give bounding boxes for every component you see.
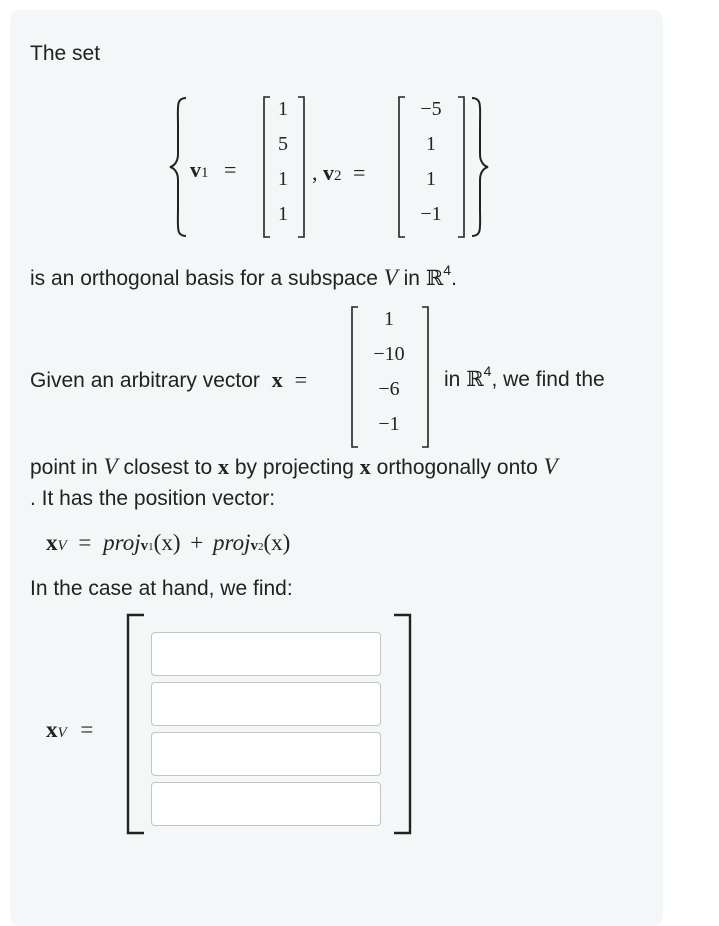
v1-entry: 1	[278, 168, 288, 190]
v2-label: , v2 =	[312, 160, 366, 185]
x-right-bracket	[420, 306, 430, 448]
answer-input-4[interactable]	[151, 782, 381, 826]
answer-left-bracket	[126, 614, 146, 834]
v1-entry: 1	[278, 203, 288, 225]
answer-input-1[interactable]	[151, 632, 381, 676]
v1-entry: 5	[278, 133, 288, 155]
x-entry: 1	[384, 308, 394, 330]
x-entry: −1	[378, 413, 400, 435]
projection-formula: xV = projv1(x) + projv2(x)	[46, 530, 291, 555]
v1-label: v1 =	[190, 157, 237, 182]
given-sentence-end: in ℝ$^4$, we find the	[444, 363, 605, 391]
v2-right-bracket	[456, 96, 466, 238]
left-curly-brace	[168, 96, 192, 238]
given-sentence: Given an arbitrary vector x =	[30, 367, 308, 392]
v2-vector	[406, 98, 456, 238]
v2-entry: −1	[420, 203, 442, 225]
x-entry: −10	[373, 343, 405, 365]
v2-entry: 1	[426, 133, 436, 155]
basis-sentence: is an orthogonal basis for a subspace V in ℝ$^4$.	[30, 262, 457, 290]
position-text: . It has the position vector:	[30, 487, 276, 510]
case-text: In the case at hand, we find:	[30, 577, 293, 600]
v1-vector	[268, 98, 298, 238]
v1-right-bracket	[296, 96, 306, 238]
v2-entry: −5	[420, 98, 442, 120]
answer-input-2[interactable]	[151, 682, 381, 726]
x-left-bracket	[350, 306, 360, 448]
x-vector	[360, 308, 418, 448]
answer-right-bracket	[392, 614, 412, 834]
v1-entry: 1	[278, 98, 288, 120]
answer-label: xV =	[46, 717, 94, 742]
x-entry: −6	[378, 378, 400, 400]
answer-input-3[interactable]	[151, 732, 381, 776]
v2-entry: 1	[426, 168, 436, 190]
intro-text: The set	[30, 42, 101, 65]
right-curly-brace	[468, 96, 492, 238]
point-sentence: point in V closest to x by projecting x orthogonally onto V	[30, 454, 558, 479]
